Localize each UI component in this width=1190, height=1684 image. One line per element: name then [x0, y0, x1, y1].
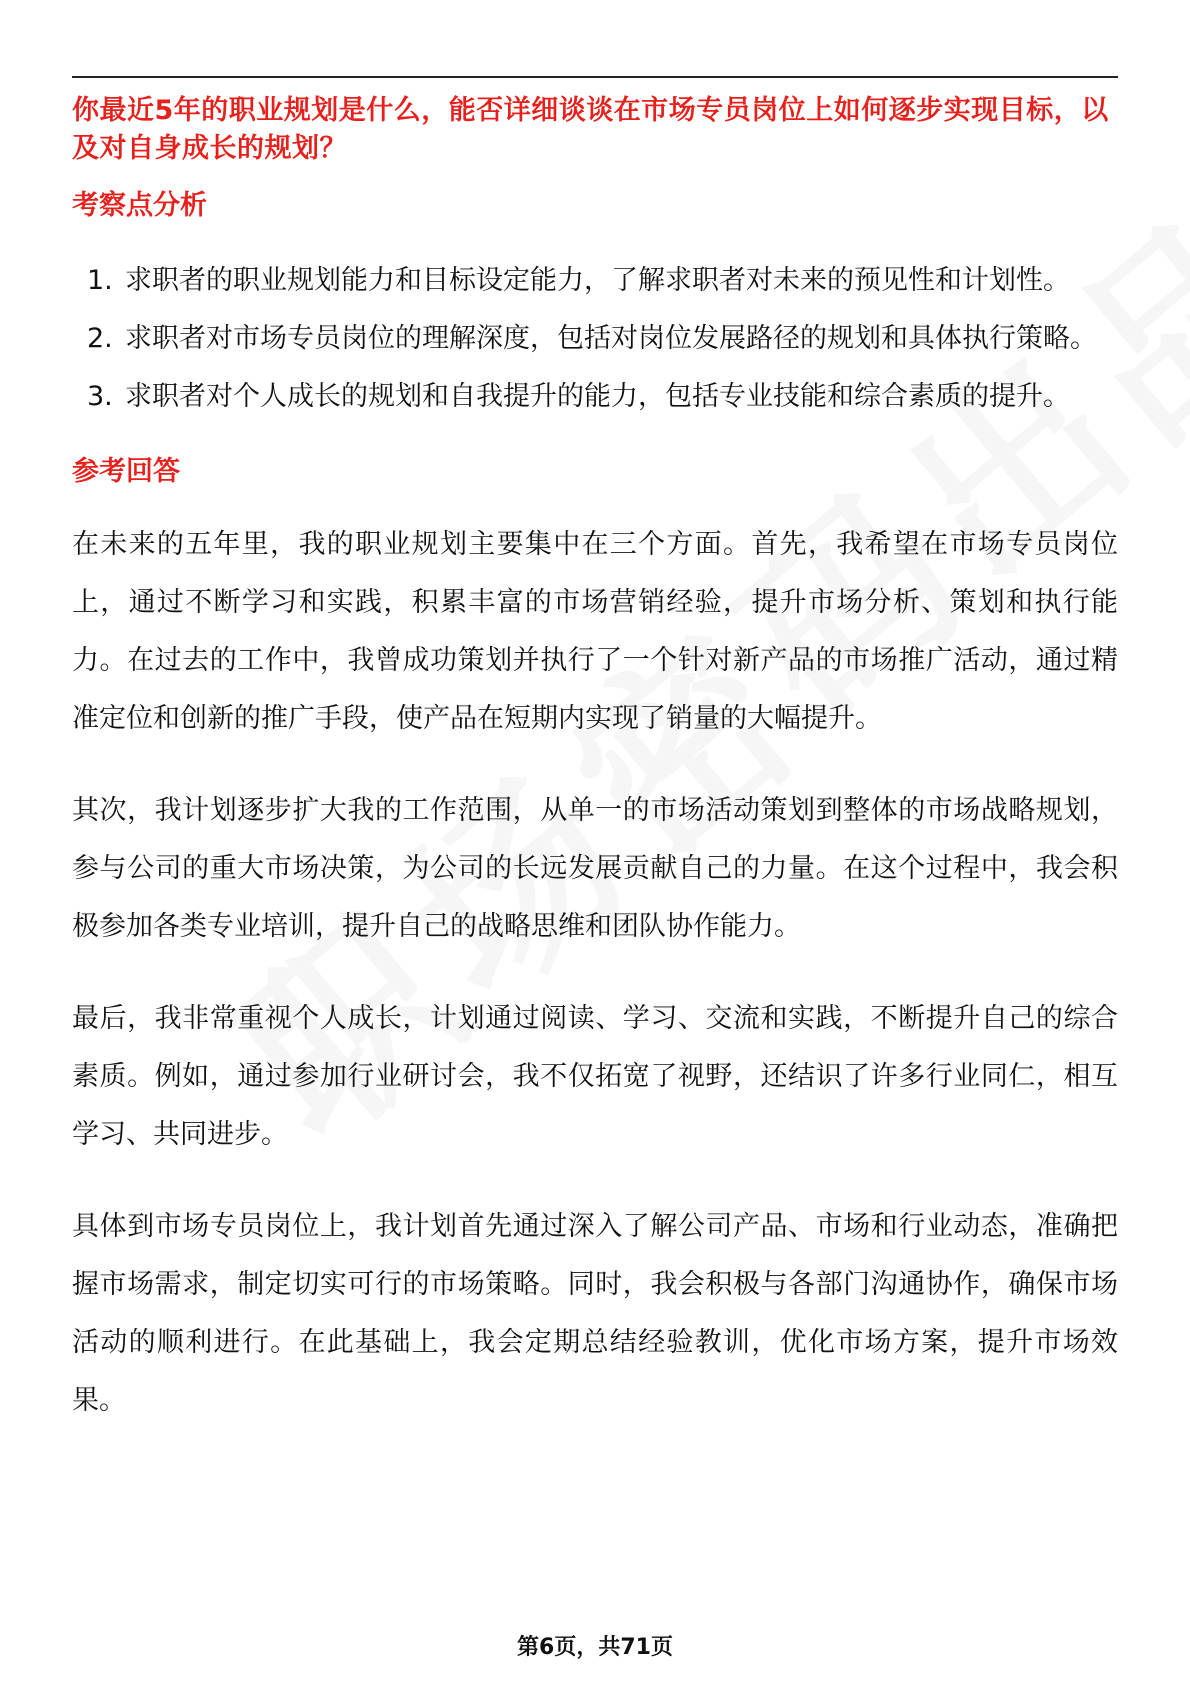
- answer-paragraph: 最后，我非常重视个人成长，计划通过阅读、学习、交流和实践，不断提升自己的综合素质。例如，通过参加行业研讨会，我不仅拓宽了视野，还结识了许多行业同仁，相互学习、共同进步。: [72, 1003, 1118, 1150]
- analysis-item-number: 3.: [87, 381, 113, 412]
- answer-paragraph: 具体到市场专员岗位上，我计划首先通过深入了解公司产品、市场和行业动态，准确把握市场需求，制定切实可行的市场策略。同时，我会积极与各部门沟通协作，确保市场活动的顺利进行。在此基础上，我会定期总结经验教训，优化市场方案，提升市场效果。: [72, 1211, 1118, 1416]
- question-title: 你最近5年的职业规划是什么，能否详细谈谈在市场专员岗位上如何逐步实现目标，以及对自身成长的规划？: [72, 95, 1109, 164]
- analysis-item: [72, 252, 1118, 310]
- top-divider: [72, 76, 1118, 78]
- answer-paragraph: 其次，我计划逐步扩大我的工作范围，从单一的市场活动策划到整体的市场战略规划，参与公司的重大市场决策，为公司的长远发展贡献自己的力量。在这个过程中，我会积极参加各类专业培训，提升自己的战略思维和团队协作能力。: [72, 795, 1118, 942]
- answer-heading: 参考回答: [72, 456, 180, 487]
- analysis-list: [72, 252, 1118, 426]
- answer-paragraph: 在未来的五年里，我的职业规划主要集中在三个方面。首先，我希望在市场专员岗位上，通过不断学习和实践，积累丰富的市场营销经验，提升市场分析、策划和执行能力。在过去的工作中，我曾成功策划并执行了一个针对新产品的市场推广活动，通过精准定位和创新的推广手段，使产品在短期内实现了销量的大幅提升。: [72, 529, 1118, 734]
- analysis-item: [72, 368, 1118, 426]
- analysis-item-text: 求职者的职业规划能力和目标设定能力，了解求职者对未来的预见性和计划性。: [125, 265, 1070, 296]
- main-content: [72, 92, 1118, 1430]
- analysis-item-text: 求职者对市场专员岗位的理解深度，包括对岗位发展路径的规划和具体执行策略。: [125, 323, 1097, 354]
- analysis-item: [72, 310, 1118, 368]
- analysis-item-text: 求职者对个人成长的规划和自我提升的能力，包括专业技能和综合素质的提升。: [125, 381, 1070, 412]
- page-number-footer: 第6页，共71页: [517, 1635, 673, 1660]
- analysis-item-number: 2.: [87, 323, 113, 354]
- analysis-heading: 考察点分析: [72, 190, 207, 221]
- analysis-item-number: 1.: [87, 265, 113, 296]
